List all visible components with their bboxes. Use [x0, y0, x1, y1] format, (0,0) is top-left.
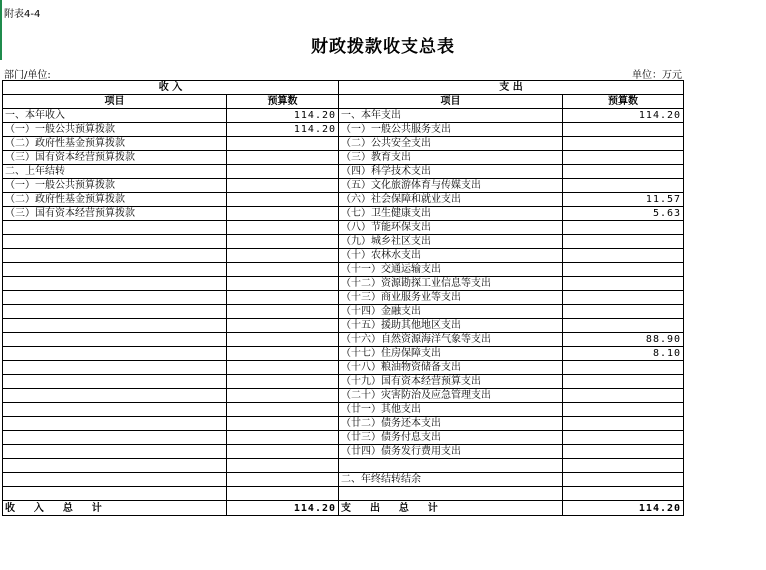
- table-row: [3, 417, 684, 431]
- income-value-cell[interactable]: [227, 487, 339, 501]
- income-item-cell[interactable]: [3, 459, 227, 473]
- income-item-cell[interactable]: （一）一般公共预算拨款: [3, 179, 227, 193]
- income-item-cell[interactable]: （三）国有资本经营预算拨款: [3, 207, 227, 221]
- expense-item-cell[interactable]: [339, 459, 563, 473]
- table-row: [3, 333, 684, 347]
- table-row: [3, 109, 684, 123]
- income-item-cell[interactable]: [3, 431, 227, 445]
- table-row: [3, 207, 684, 221]
- income-total-value[interactable]: 114.20: [227, 501, 339, 516]
- income-value-cell[interactable]: [227, 165, 339, 179]
- income-item-cell[interactable]: （三）国有资本经营预算拨款: [3, 151, 227, 165]
- unit-label: 单位：万元: [632, 70, 682, 81]
- expense-item-cell[interactable]: （十）农林水支出: [339, 249, 563, 263]
- table-row: [3, 277, 684, 291]
- income-item-cell[interactable]: [3, 417, 227, 431]
- table-row: [3, 263, 684, 277]
- sheet-label: 附表4-4: [4, 9, 41, 20]
- income-section-title[interactable]: 收 入: [3, 81, 339, 95]
- table-row: [3, 459, 684, 473]
- table-row: [3, 179, 684, 193]
- income-value-cell[interactable]: 114.20: [227, 123, 339, 137]
- income-value-cell[interactable]: [227, 277, 339, 291]
- table-row: [3, 123, 684, 137]
- expense-value-cell[interactable]: [563, 403, 684, 417]
- income-item-cell[interactable]: （二）政府性基金预算拨款: [3, 137, 227, 151]
- income-item-cell[interactable]: [3, 487, 227, 501]
- expense-value-cell[interactable]: [563, 277, 684, 291]
- table-row: [3, 375, 684, 389]
- expense-item-cell[interactable]: （一）一般公共服务支出: [339, 123, 563, 137]
- income-item-cell[interactable]: [3, 389, 227, 403]
- income-value-cell[interactable]: [227, 417, 339, 431]
- table-row: [3, 487, 684, 501]
- expense-value-cell[interactable]: [563, 459, 684, 473]
- expense-item-cell[interactable]: （二）公共安全支出: [339, 137, 563, 151]
- income-item-cell[interactable]: [3, 235, 227, 249]
- income-value-cell[interactable]: [227, 137, 339, 151]
- expense-value-cell[interactable]: [563, 263, 684, 277]
- income-value-cell[interactable]: [227, 333, 339, 347]
- income-value-cell[interactable]: [227, 305, 339, 319]
- income-item-cell[interactable]: 二、上年结转: [3, 165, 227, 179]
- expense-value-cell[interactable]: 5.63: [563, 207, 684, 221]
- income-value-cell[interactable]: [227, 207, 339, 221]
- page-title: 财政拨款收支总表: [311, 37, 455, 57]
- expense-value-cell[interactable]: [563, 305, 684, 319]
- expense-value-cell[interactable]: [563, 487, 684, 501]
- expense-item-cell[interactable]: （十六）自然资源海洋气象等支出: [339, 333, 563, 347]
- expense-value-cell[interactable]: [563, 123, 684, 137]
- expense-item-cell[interactable]: （六）社会保障和就业支出: [339, 193, 563, 207]
- table-row: [3, 221, 684, 235]
- income-item-cell[interactable]: [3, 333, 227, 347]
- table-row: [3, 305, 684, 319]
- table-row: [3, 151, 684, 165]
- income-item-cell[interactable]: [3, 291, 227, 305]
- income-value-cell[interactable]: [227, 319, 339, 333]
- expense-value-cell[interactable]: [563, 389, 684, 403]
- income-value-cell[interactable]: [227, 235, 339, 249]
- expense-value-cell[interactable]: [563, 235, 684, 249]
- expense-item-cell[interactable]: （四）科学技术支出: [339, 165, 563, 179]
- table-row: [3, 403, 684, 417]
- table-row: [3, 193, 684, 207]
- income-value-cell[interactable]: [227, 291, 339, 305]
- income-total-label[interactable]: 收 入 总 计: [3, 501, 227, 516]
- expense-item-cell[interactable]: （七）卫生健康支出: [339, 207, 563, 221]
- expense-item-cell[interactable]: （十四）金融支出: [339, 305, 563, 319]
- expense-value-cell[interactable]: [563, 361, 684, 375]
- expense-value-cell[interactable]: [563, 249, 684, 263]
- income-value-cell[interactable]: [227, 151, 339, 165]
- income-value-cell[interactable]: [227, 431, 339, 445]
- expense-item-cell[interactable]: （十一）交通运输支出: [339, 263, 563, 277]
- expense-value-cell[interactable]: [563, 221, 684, 235]
- expense-value-cell[interactable]: 8.10: [563, 347, 684, 361]
- expense-value-cell[interactable]: [563, 165, 684, 179]
- income-item-cell[interactable]: [3, 305, 227, 319]
- expense-value-cell[interactable]: [563, 151, 684, 165]
- table-row: [3, 235, 684, 249]
- expense-total-label[interactable]: 支 出 总 计: [339, 501, 563, 516]
- table-row: [3, 165, 684, 179]
- expense-value-cell[interactable]: [563, 291, 684, 305]
- expense-section-title[interactable]: 支 出: [339, 81, 684, 95]
- income-item-cell[interactable]: （二）政府性基金预算拨款: [3, 193, 227, 207]
- income-value-cell[interactable]: [227, 347, 339, 361]
- expense-item-header[interactable]: 项目: [339, 95, 563, 109]
- income-value-cell[interactable]: [227, 221, 339, 235]
- expense-item-cell[interactable]: （十二）资源勘探工业信息等支出: [339, 277, 563, 291]
- column-header-row: [3, 95, 684, 109]
- income-value-cell[interactable]: 114.20: [227, 109, 339, 123]
- expense-value-cell[interactable]: [563, 445, 684, 459]
- totals-row: [3, 501, 684, 516]
- department-label: 部门/单位:: [4, 70, 51, 81]
- expense-item-cell[interactable]: （廿二）债务还本支出: [339, 417, 563, 431]
- income-value-cell[interactable]: [227, 193, 339, 207]
- income-item-cell[interactable]: （一）一般公共预算拨款: [3, 123, 227, 137]
- income-item-cell[interactable]: [3, 319, 227, 333]
- table-row: [3, 347, 684, 361]
- expense-item-cell[interactable]: 一、本年支出: [339, 109, 563, 123]
- budget-summary-table: [2, 80, 684, 516]
- expense-item-cell[interactable]: （廿三）债务付息支出: [339, 431, 563, 445]
- income-value-cell[interactable]: [227, 361, 339, 375]
- table-row: [3, 291, 684, 305]
- expense-value-cell[interactable]: 114.20: [563, 109, 684, 123]
- income-item-cell[interactable]: 一、本年收入: [3, 109, 227, 123]
- expense-value-cell[interactable]: [563, 319, 684, 333]
- income-item-cell[interactable]: [3, 445, 227, 459]
- income-item-cell[interactable]: [3, 347, 227, 361]
- income-value-cell[interactable]: [227, 473, 339, 487]
- expense-value-cell[interactable]: [563, 137, 684, 151]
- table-row: [3, 473, 684, 487]
- income-value-cell[interactable]: [227, 249, 339, 263]
- table-row: [3, 319, 684, 333]
- income-item-header[interactable]: 项目: [3, 95, 227, 109]
- income-value-cell[interactable]: [227, 403, 339, 417]
- expense-item-cell[interactable]: （八）节能环保支出: [339, 221, 563, 235]
- table-row: [3, 361, 684, 375]
- income-item-cell[interactable]: [3, 473, 227, 487]
- table-row: [3, 389, 684, 403]
- income-value-cell[interactable]: [227, 459, 339, 473]
- income-item-cell[interactable]: [3, 375, 227, 389]
- income-item-cell[interactable]: [3, 263, 227, 277]
- expense-item-cell[interactable]: （五）文化旅游体育与传媒支出: [339, 179, 563, 193]
- income-value-cell[interactable]: [227, 445, 339, 459]
- table-row: [3, 445, 684, 459]
- expense-item-cell[interactable]: [339, 487, 563, 501]
- expense-item-cell[interactable]: （十五）援助其他地区支出: [339, 319, 563, 333]
- expense-budget-header[interactable]: 预算数: [563, 95, 684, 109]
- income-item-cell[interactable]: [3, 277, 227, 291]
- expense-item-cell[interactable]: （三）教育支出: [339, 151, 563, 165]
- expense-total-value[interactable]: 114.20: [563, 501, 684, 516]
- expense-item-cell[interactable]: （九）城乡社区支出: [339, 235, 563, 249]
- expense-item-cell[interactable]: （二十）灾害防治及应急管理支出: [339, 389, 563, 403]
- expense-value-cell[interactable]: [563, 431, 684, 445]
- income-budget-header[interactable]: 预算数: [227, 95, 339, 109]
- income-item-cell[interactable]: [3, 221, 227, 235]
- table-row: [3, 137, 684, 151]
- expense-value-cell[interactable]: [563, 375, 684, 389]
- income-item-cell[interactable]: [3, 361, 227, 375]
- expense-item-cell[interactable]: （十九）国有资本经营预算支出: [339, 375, 563, 389]
- income-item-cell[interactable]: [3, 249, 227, 263]
- income-value-cell[interactable]: [227, 375, 339, 389]
- expense-value-cell[interactable]: 88.90: [563, 333, 684, 347]
- expense-item-cell[interactable]: （十七）住房保障支出: [339, 347, 563, 361]
- income-value-cell[interactable]: [227, 389, 339, 403]
- expense-item-cell[interactable]: （十三）商业服务业等支出: [339, 291, 563, 305]
- section-header-row: [3, 81, 684, 95]
- expense-item-cell[interactable]: 二、年终结转结余: [339, 473, 563, 487]
- income-value-cell[interactable]: [227, 263, 339, 277]
- expense-value-cell[interactable]: [563, 179, 684, 193]
- expense-item-cell[interactable]: （十八）粮油物资储备支出: [339, 361, 563, 375]
- expense-item-cell[interactable]: （廿一）其他支出: [339, 403, 563, 417]
- expense-value-cell[interactable]: [563, 473, 684, 487]
- expense-value-cell[interactable]: [563, 417, 684, 431]
- expense-value-cell[interactable]: 11.57: [563, 193, 684, 207]
- table-row: [3, 249, 684, 263]
- income-item-cell[interactable]: [3, 403, 227, 417]
- table-row: [3, 431, 684, 445]
- expense-item-cell[interactable]: （廿四）债务发行费用支出: [339, 445, 563, 459]
- income-value-cell[interactable]: [227, 179, 339, 193]
